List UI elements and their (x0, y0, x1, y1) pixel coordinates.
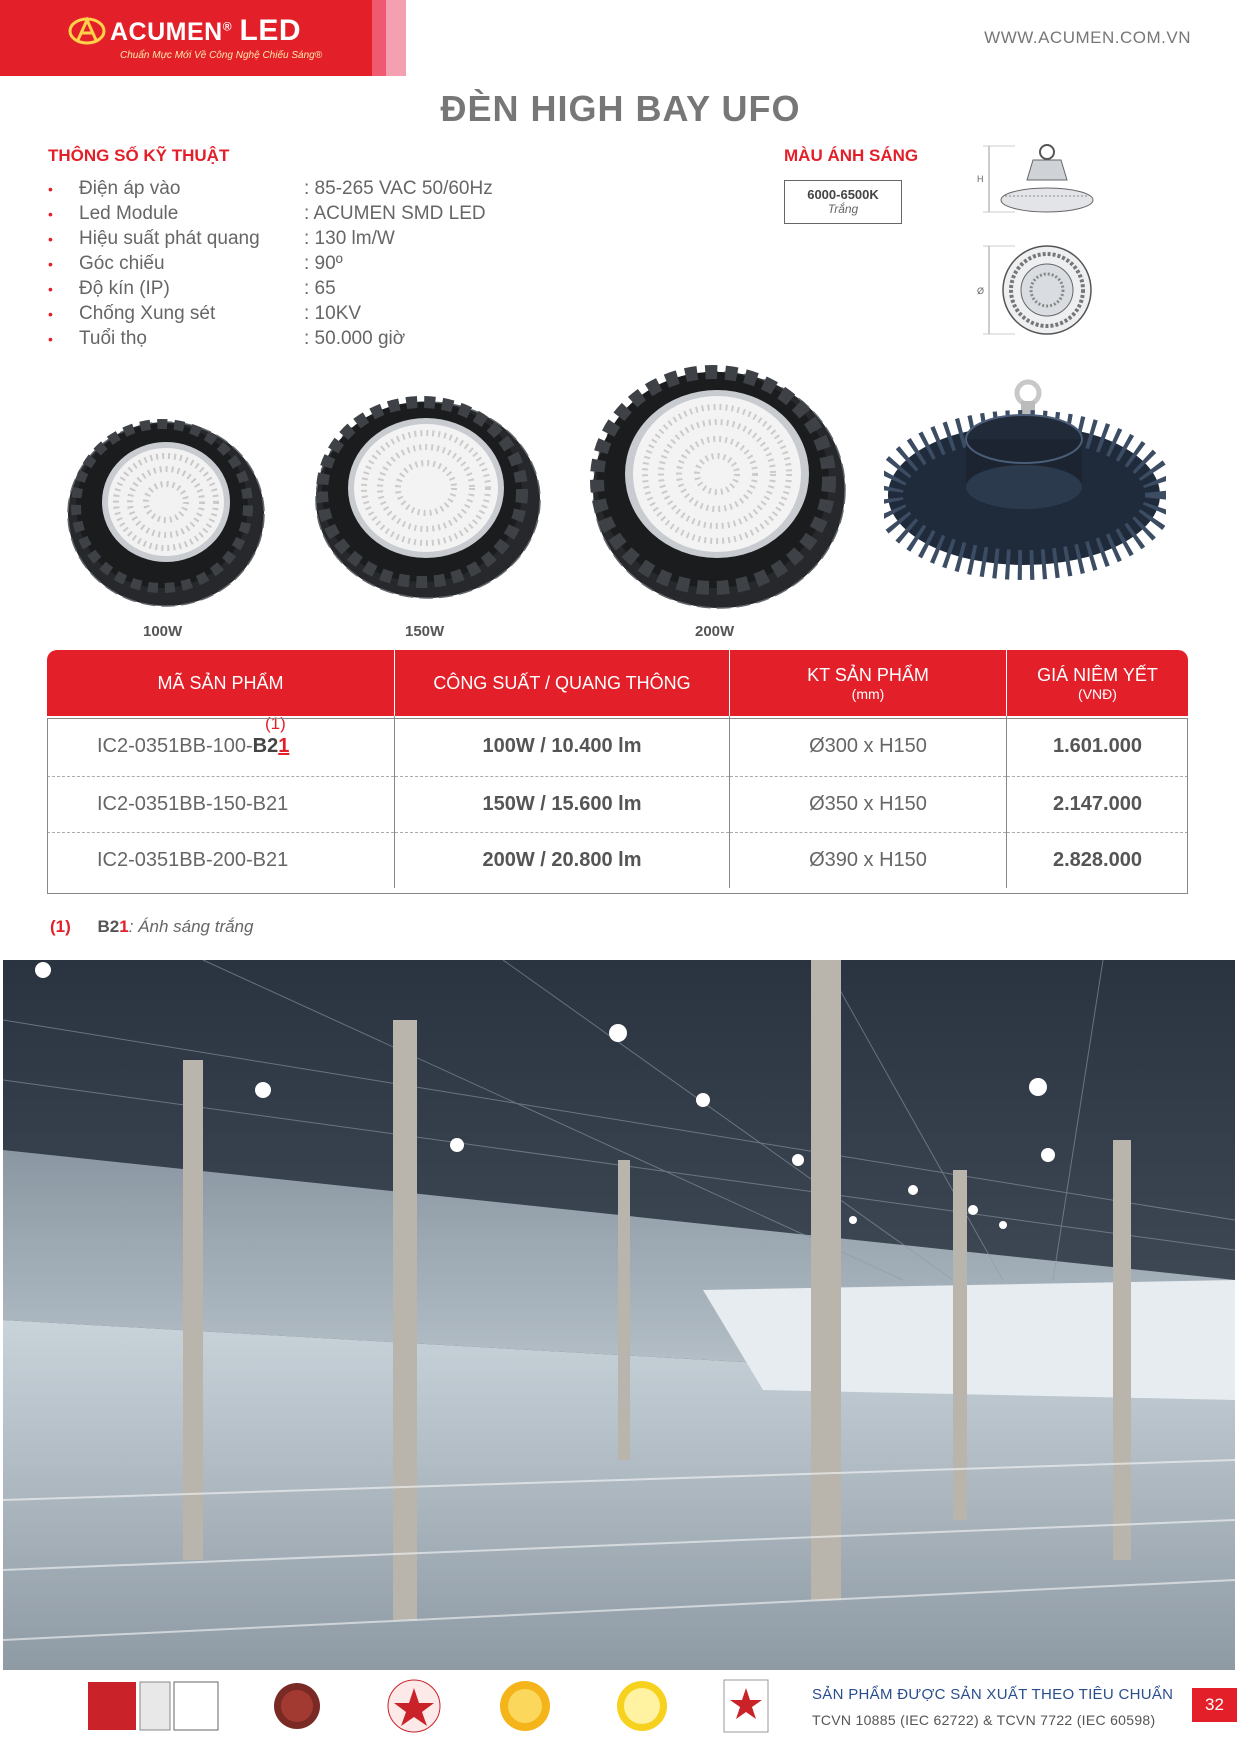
spec-value: : 85-265 VAC 50/60Hz (304, 177, 493, 199)
spec-label: Chống Xung sét (79, 302, 216, 324)
product-size: Ø300 x H150 (730, 716, 1007, 777)
light-color-heading: MÀU ÁNH SÁNG (784, 146, 919, 165)
spec-value: : 10KV (304, 302, 362, 324)
brand-slogan: Chuẩn Mực Mới Về Công Nghệ Chiếu Sáng® (120, 50, 323, 61)
bullet-icon: • (48, 230, 53, 247)
spec-label: Hiệu suất phát quang (79, 227, 260, 249)
website-link[interactable]: WWW.ACUMEN.COM.VN (984, 28, 1191, 47)
product-size: Ø350 x H150 (730, 777, 1007, 833)
star-award-icon (386, 1676, 442, 1736)
bullet-icon: • (48, 330, 53, 347)
product-size: Ø390 x H150 (730, 833, 1007, 889)
product-label: 150W (405, 623, 445, 640)
brand-name: ACUMEN® LED (110, 14, 302, 47)
logo-stripe (386, 0, 406, 76)
spec-label: Tuổi thọ (79, 327, 147, 349)
page-number: 32 (1192, 1688, 1237, 1722)
product-power: 150W / 15.600 lm (395, 777, 730, 833)
spec-value: : 90º (304, 252, 343, 274)
table-header-power: CÔNG SUẤT / QUANG THÔNG (395, 650, 730, 716)
footnote-code: B21 (97, 917, 129, 936)
specs-list (48, 176, 493, 351)
bullet-icon: • (48, 255, 53, 272)
product-back-view-image (884, 375, 1166, 587)
product-code: (1) IC2-0351BB-100-B21 (47, 716, 395, 777)
bullet-icon: • (48, 305, 53, 322)
well-known-brand-icon (614, 1676, 670, 1736)
color-temperature: 6000-6500K (807, 187, 879, 202)
product-150w-image (308, 382, 542, 602)
table-header-price: GIÁ NIÊM YẾT (VNĐ) (1007, 650, 1189, 716)
table-row (47, 833, 1188, 889)
product-power: 200W / 20.800 lm (395, 833, 730, 889)
golden-brand-icon (497, 1676, 553, 1736)
product-code: IC2-0351BB-200-B21 (47, 833, 395, 889)
spec-value: : 50.000 giờ (304, 327, 406, 349)
code-suffix: B21 (252, 734, 290, 757)
top-dimension-drawing (975, 240, 1115, 340)
bullet-icon: • (48, 280, 53, 297)
spec-label: Led Module (79, 202, 179, 224)
bullet-icon: • (48, 205, 53, 222)
product-200w-image (585, 352, 849, 614)
spec-row (48, 201, 493, 226)
footnote-number: (1) (50, 917, 71, 936)
product-price: 2.147.000 (1007, 777, 1189, 833)
spec-label: Điện áp vào (79, 177, 181, 199)
vietnam-quality-icon (720, 1676, 772, 1736)
standards-list: TCVN 10885 (IEC 62722) & TCVN 7722 (IEC 60598) (812, 1712, 1156, 1728)
footnote-text: : Ánh sáng trắng (128, 917, 254, 936)
specs-heading: THÔNG SỐ KỸ THUẬT (48, 146, 230, 165)
iso-certificate-icon (86, 1676, 221, 1736)
spec-row (48, 251, 493, 276)
spec-row (48, 326, 493, 351)
spec-row (48, 226, 493, 251)
spec-value: : 65 (304, 277, 336, 299)
warehouse-photo (3, 960, 1235, 1670)
brand-logo-icon (68, 16, 106, 46)
color-name: Trắng (827, 202, 859, 216)
gold-award-icon (272, 1676, 322, 1736)
table-header-code: MÃ SẢN PHẨM (47, 650, 395, 716)
product-power: 100W / 10.400 lm (395, 716, 730, 777)
table-row (47, 777, 1188, 833)
bullet-icon: • (48, 180, 53, 197)
footnote-marker: (1) (265, 714, 286, 733)
spec-row (48, 176, 493, 201)
height-label: H (977, 174, 984, 184)
table-row (47, 716, 1188, 777)
spec-row (48, 276, 493, 301)
product-price: 1.601.000 (1007, 716, 1189, 777)
diameter-label: Ø (977, 286, 985, 296)
light-color-swatch (784, 180, 902, 224)
product-code: IC2-0351BB-150-B21 (47, 777, 395, 833)
product-100w-image (62, 402, 267, 610)
side-dimension-drawing (975, 140, 1115, 220)
product-price: 2.828.000 (1053, 849, 1142, 871)
spec-value: : ACUMEN SMD LED (304, 202, 486, 224)
spec-label: Độ kín (IP) (79, 277, 170, 299)
spec-label: Góc chiếu (79, 252, 165, 274)
product-label: 200W (695, 623, 735, 640)
table-header-size: KT SẢN PHẨM (mm) (730, 650, 1007, 716)
logo-stripe (372, 0, 386, 76)
product-label: 100W (143, 623, 183, 640)
spec-row (48, 301, 493, 326)
footnote (50, 917, 253, 937)
standards-title: SẢN PHẨM ĐƯỢC SẢN XUẤT THEO TIÊU CHUẨN (812, 1686, 1174, 1703)
product-table (47, 650, 1188, 888)
spec-value: : 130 lm/W (304, 227, 395, 249)
page-title: ĐÈN HIGH BAY UFO (440, 88, 801, 129)
